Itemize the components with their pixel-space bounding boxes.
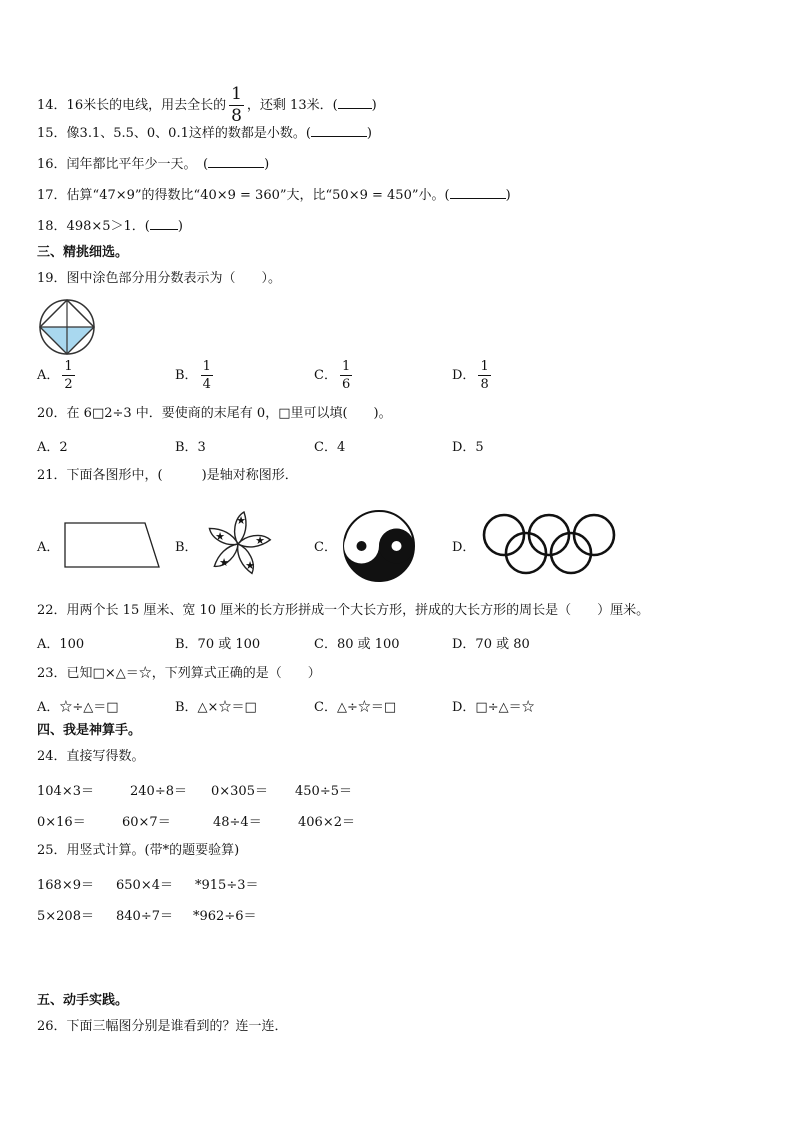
section-4-heading: 四、我是神算手。: [37, 723, 142, 738]
question-15: [37, 124, 372, 143]
fraction-denominator: 6: [341, 377, 351, 392]
question-text: 在 6□2÷3 中．要使商的末尾有 0，□里可以填( )。: [66, 406, 392, 421]
calc-item: 450÷5＝: [295, 784, 352, 799]
answer-blank[interactable]: [338, 96, 372, 109]
fraction-denominator: 8: [231, 106, 242, 126]
option-label: A．: [37, 368, 60, 383]
q21-option-a[interactable]: A．: [37, 540, 60, 555]
question-number: 25．: [37, 843, 67, 858]
question-text: 像3.1、5.5、0、0.1这样的数都是小数。(: [66, 126, 311, 141]
star-icon: ★: [219, 556, 229, 569]
q22-option-c[interactable]: C．80 或 100: [314, 637, 400, 652]
answer-blank[interactable]: [311, 124, 367, 137]
star-icon: ★: [245, 559, 255, 572]
calc-item: 240÷8＝: [130, 784, 187, 799]
question-text: 已知□×△＝☆，下列算式正确的是（ ）: [66, 666, 321, 681]
q20-option-c[interactable]: C．4: [314, 440, 346, 455]
question-text: 下面各图形中，( )是轴对称图形．: [66, 468, 298, 483]
paren-close: ): [371, 98, 377, 113]
q23-option-b[interactable]: B．△×☆＝□: [175, 700, 257, 715]
fraction-numerator: 1: [231, 84, 242, 104]
paren-close: ): [264, 157, 270, 172]
option-label: C．: [314, 368, 337, 383]
fraction-numerator: 1: [341, 359, 351, 374]
star-icon: ★: [236, 514, 246, 527]
q19-option-a[interactable]: [37, 360, 78, 391]
calc-item: 840÷7＝: [116, 909, 173, 924]
fraction: [201, 360, 213, 391]
olympic-rings-figure: [481, 512, 617, 576]
question-text: 下面三幅图分别是谁看到的？连一连．: [66, 1019, 288, 1034]
section-3-heading: 三、精挑细选。: [37, 245, 129, 260]
fraction: [340, 360, 352, 391]
q19-option-b[interactable]: [175, 360, 216, 391]
question-text: 图中涂色部分用分数表示为（ ）。: [66, 271, 282, 286]
question-24: [37, 748, 145, 766]
fraction-numerator: 1: [202, 359, 211, 374]
paren-close: ): [505, 188, 511, 203]
question-text: 用两个长 15 厘米、宽 10 厘米的长方形拼成一个大长方形，拼成的大长方形的周长是（ ）厘米。: [66, 603, 650, 618]
question-text: 498×5＞1．(: [66, 219, 150, 234]
option-label: B．: [175, 368, 198, 383]
calc-item: 60×7＝: [122, 815, 171, 830]
star-icon: ★: [255, 534, 265, 547]
fraction-numerator: 1: [64, 359, 73, 374]
paren-close: ): [177, 219, 183, 234]
calc-item: 0×16＝: [37, 815, 86, 830]
answer-blank[interactable]: [150, 217, 178, 230]
yin-yang-dark-dot: [357, 541, 367, 551]
fraction-denominator: 8: [480, 377, 489, 392]
paren-close: ): [366, 126, 372, 141]
fraction-denominator: 2: [64, 377, 73, 392]
question-22: [37, 602, 649, 620]
yin-yang-figure: [341, 508, 417, 584]
question-text-tail: ，还剩 13米．(: [246, 98, 338, 113]
question-number: 21．: [37, 468, 67, 483]
question-number: 23．: [37, 666, 67, 681]
question-number: 14．: [37, 98, 67, 113]
fraction: [478, 360, 490, 391]
q21-option-b[interactable]: B．: [175, 540, 198, 555]
question-number: 16．: [37, 157, 67, 172]
q21-option-d[interactable]: D．: [452, 540, 476, 555]
question-17: [37, 186, 511, 205]
calc-item: 0×305＝: [211, 784, 268, 799]
fraction-numerator: 1: [480, 359, 489, 374]
q20-option-a[interactable]: A．2: [37, 440, 68, 455]
answer-blank[interactable]: [450, 186, 506, 199]
fraction: [229, 86, 244, 125]
question-25: [37, 842, 239, 860]
calc-item: *962÷6＝: [193, 909, 257, 924]
question-number: 19．: [37, 271, 67, 286]
calc-item: 650×4＝: [116, 878, 173, 893]
question-text: 闰年都比平年少一天。 (: [66, 157, 209, 172]
petal: [237, 531, 271, 552]
star-icon: ★: [215, 530, 225, 543]
question-23: [37, 665, 321, 683]
calc-item: 406×2＝: [298, 815, 355, 830]
q22-option-a[interactable]: A．100: [37, 637, 85, 652]
question-16: [37, 155, 269, 174]
question-text: 直接写得数。: [66, 749, 145, 764]
q19-option-d[interactable]: [452, 360, 494, 391]
question-26: [37, 1018, 288, 1036]
calc-item: 104×3＝: [37, 784, 94, 799]
question-number: 22．: [37, 603, 67, 618]
fraction-denominator: 4: [202, 377, 211, 392]
circle-square-figure: [38, 298, 98, 358]
calc-item: *915÷3＝: [195, 878, 259, 893]
calc-item: 5×208＝: [37, 909, 94, 924]
q23-option-c[interactable]: C．△÷☆＝□: [314, 700, 397, 715]
question-19: [37, 270, 281, 288]
q22-option-b[interactable]: B．70 或 100: [175, 637, 261, 652]
question-20: [37, 405, 392, 423]
yin-yang-white-dot: [392, 541, 402, 551]
q20-option-b[interactable]: B．3: [175, 440, 206, 455]
question-number: 26．: [37, 1019, 67, 1034]
question-number: 24．: [37, 749, 67, 764]
q19-option-c[interactable]: [314, 360, 355, 391]
question-text: 估算“47×9”的得数比“40×9 = 360”大，比“50×9 = 450”小。(: [66, 188, 450, 203]
question-18: [37, 217, 183, 236]
bauhinia-flower-figure: [200, 506, 276, 582]
option-label: D．: [452, 368, 476, 383]
answer-blank[interactable]: [208, 155, 264, 168]
question-text: 16米长的电线，用去全长的: [66, 98, 227, 113]
question-number: 17．: [37, 188, 67, 203]
q22-option-d[interactable]: D．70 或 80: [452, 637, 530, 652]
question-number: 18．: [37, 219, 67, 234]
calc-item: 168×9＝: [37, 878, 94, 893]
section-5-heading: 五、动手实践。: [37, 993, 129, 1008]
trapezoid-figure: [63, 520, 163, 570]
question-number: 20．: [37, 406, 67, 421]
trapezoid-shape: [65, 523, 159, 567]
question-21: [37, 467, 298, 485]
fraction: [62, 360, 74, 391]
q23-option-a[interactable]: A．☆÷△＝□: [37, 700, 119, 715]
q21-option-c[interactable]: C．: [314, 540, 337, 555]
question-14: [37, 86, 377, 125]
q23-option-d[interactable]: D．□÷△＝☆: [452, 700, 535, 715]
question-text: 用竖式计算。(带*的题要验算): [66, 843, 240, 858]
q20-option-d[interactable]: D．5: [452, 440, 484, 455]
calc-item: 48÷4＝: [213, 815, 262, 830]
question-number: 15．: [37, 126, 67, 141]
